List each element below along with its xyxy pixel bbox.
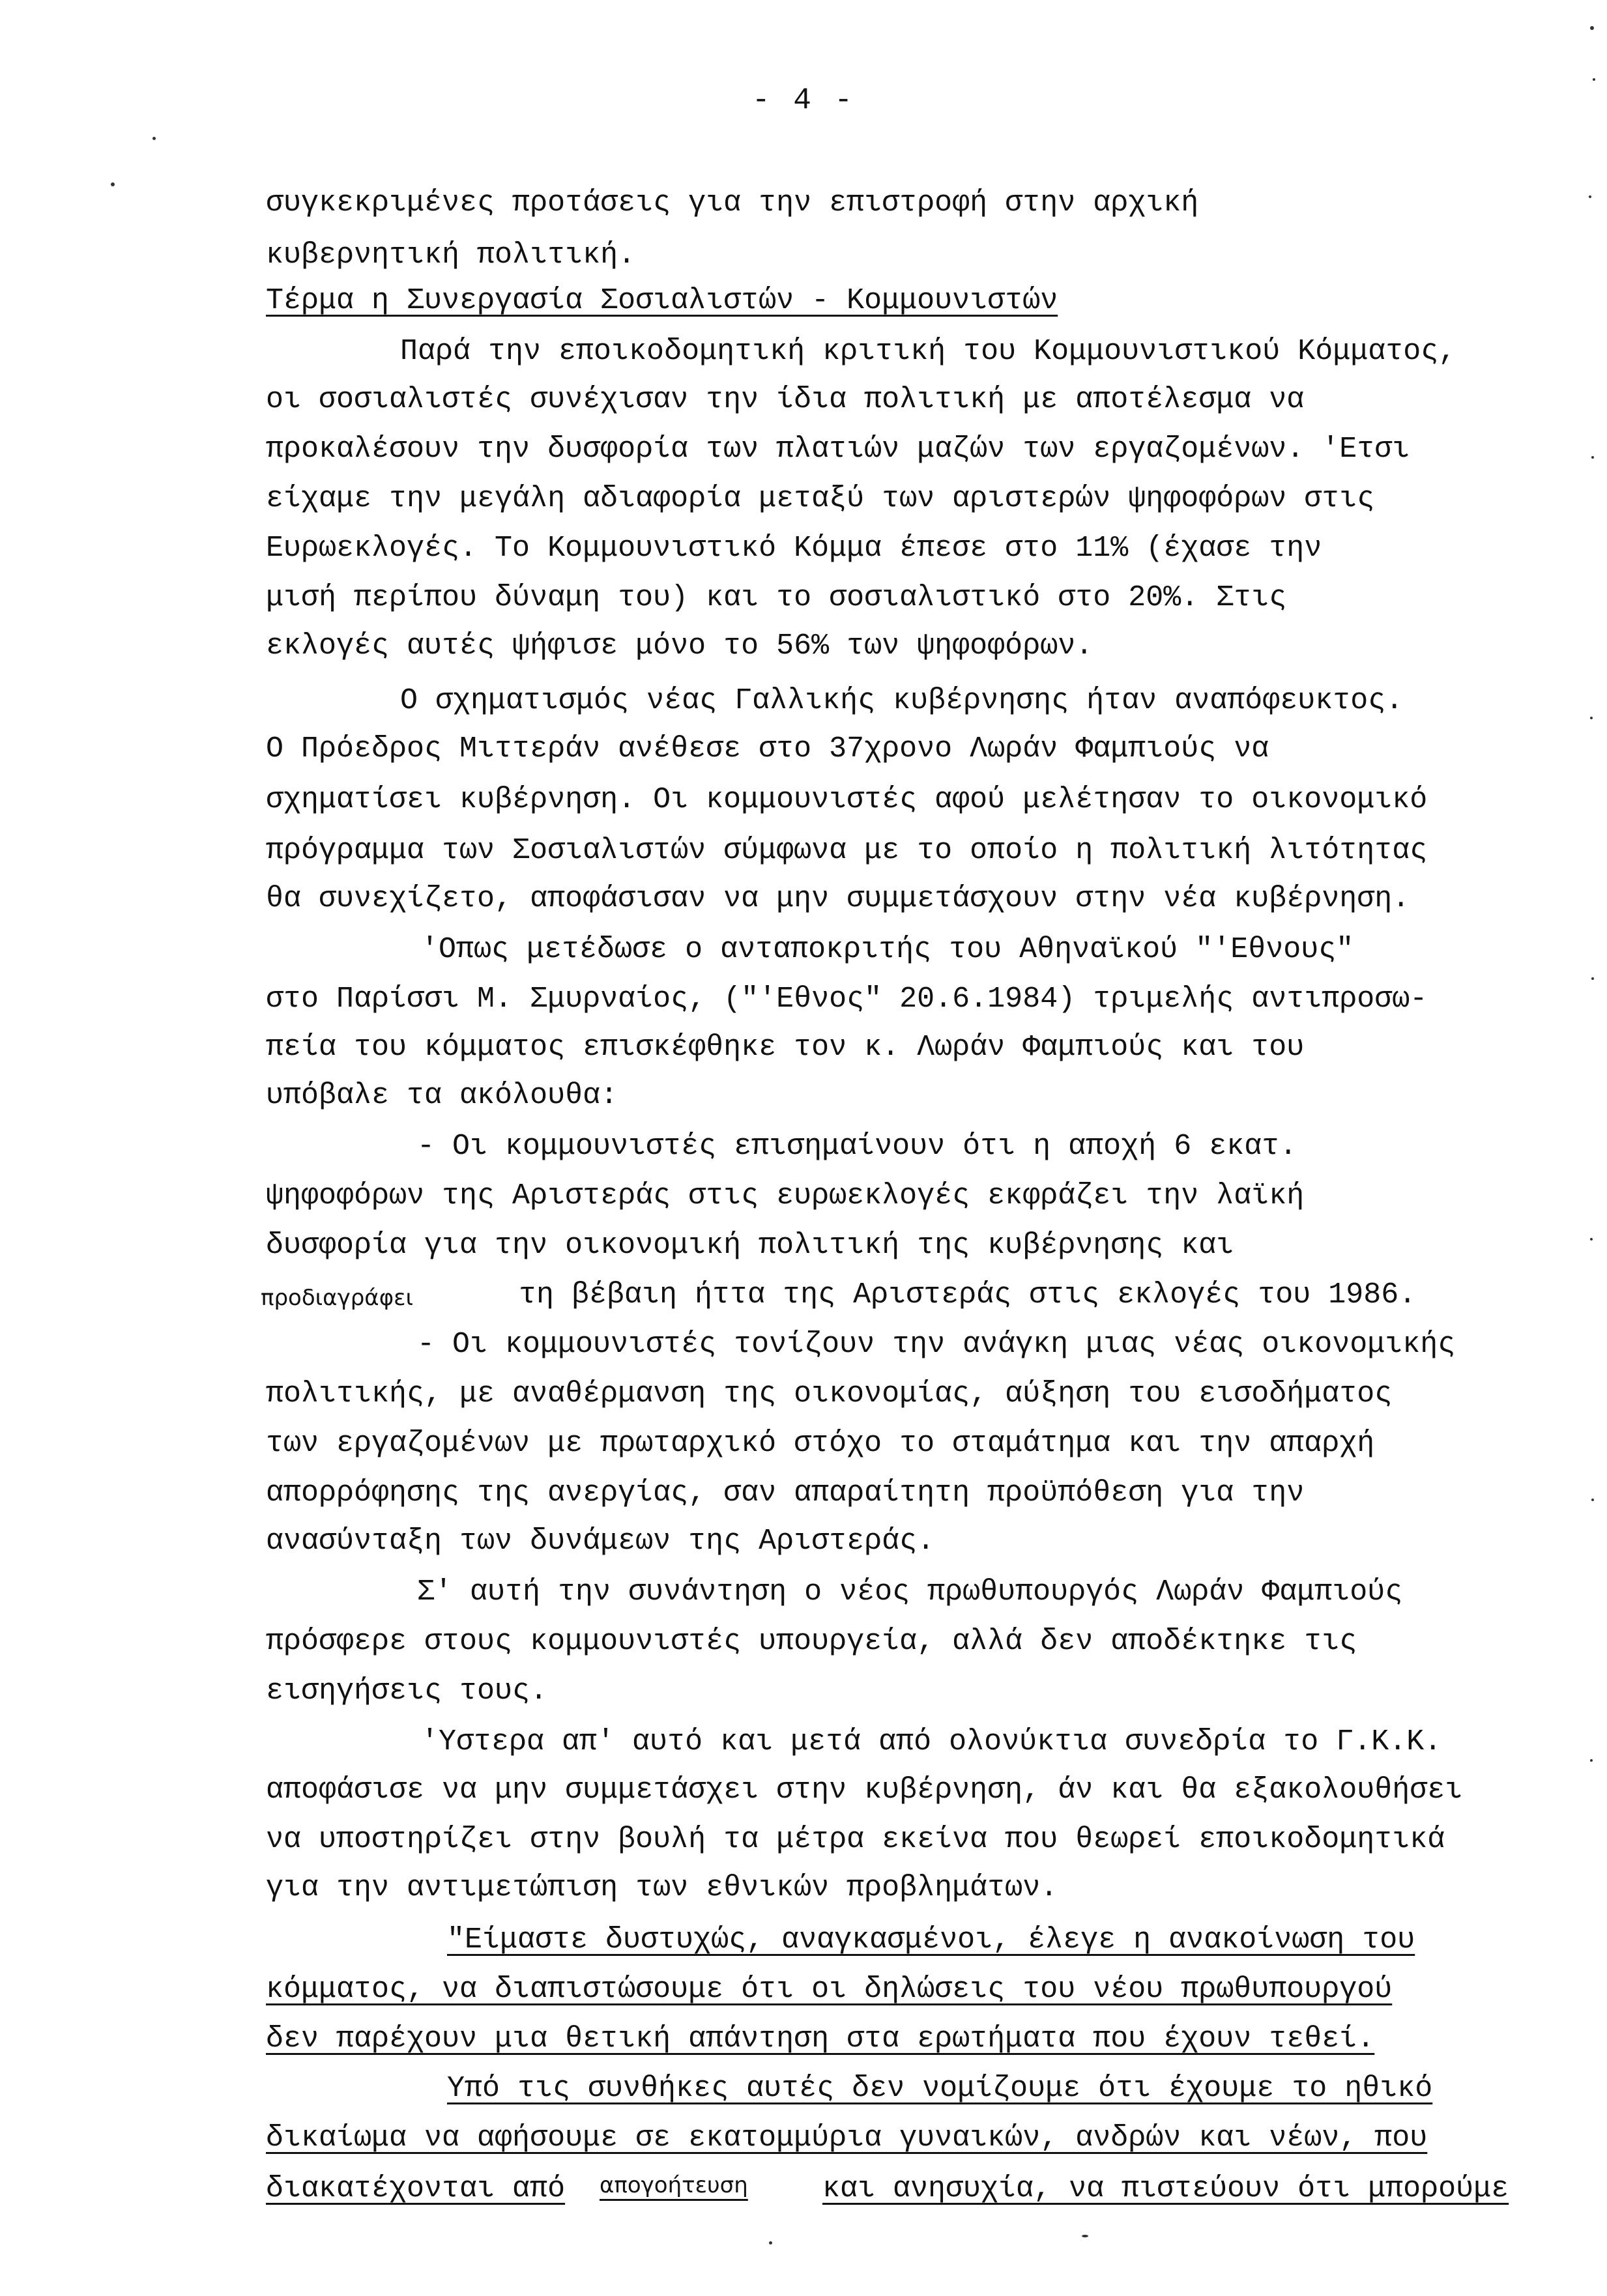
scan-speck: [111, 182, 115, 186]
scan-speck: [152, 137, 156, 140]
text-line: πρόσφερε στους κομμουνιστές υπουργεία, αλλά δεν αποδέκτηκε τις: [266, 1625, 1357, 1658]
text-line: μισή περίπου δύναμη του) και το σοσιαλιστικό στο 20%. Στις: [266, 581, 1287, 614]
quote-line: κόμματος, να διαπιστώσουμε ότι οι δηλώσεις του νέου πρωθυπουργού: [266, 1973, 1393, 2006]
quote-line: δεν παρέχουν μια θετική απάντηση στα ερωτήματα που έχουν τεθεί.: [266, 2022, 1375, 2056]
text-line: αποφάσισε να μην συμμετάσχει στην κυβέρνηση, άν και θα εξακολουθήσει: [266, 1773, 1463, 1807]
text-line: απορρόφησης της ανεργίας, σαν απαραίτητη προϋπόθεση για την: [266, 1476, 1305, 1510]
text-line: 'Οπως μετέδωσε ο ανταποκριτής του Αθηναϊκού "'Εθνους": [421, 933, 1354, 966]
text-line: Ο σχηματισμός νέας Γαλλικής κυβέρνησης ήταν αναπόφευκτος.: [400, 684, 1404, 717]
handwritten-insertion: απογοήτευση: [600, 2172, 748, 2198]
text-line: Ευρωεκλογές. Το Κομμουνιστικό Κόμμα έπεσε στο 11% (έχασε την: [266, 532, 1322, 565]
text-line: των εργαζομένων με πρωταρχικό στόχο το σταμάτημα και την απαρχή: [266, 1427, 1375, 1460]
text-line: συγκεκριμένες προτάσεις για την επιστροφή στην αρχική: [266, 186, 1199, 220]
text-line: Σ' αυτή την συνάντηση ο νέος πρωθυπουργός Λωράν Φαμπιούς: [417, 1575, 1403, 1609]
text-line: πολιτικής, με αναθέρμανση της οικονομίας, αύξηση του εισοδήματος: [266, 1377, 1393, 1411]
text-line: 'Υστερα απ' αυτό και μετά από ολονύκτια συνεδρία το Γ.Κ.Κ.: [421, 1725, 1442, 1758]
text-line: πεία του κόμματος επισκέφθηκε τον κ. Λωράν Φαμπιούς και του: [266, 1031, 1305, 1064]
text-line: ψηφοφόρων της Αριστεράς στις ευρωεκλογές εκφράζει την λαϊκή: [266, 1179, 1305, 1213]
quote-line: "Είμαστε δυστυχώς, αναγκασμένοι, έλεγε η ανακοίνωση του: [447, 1923, 1415, 1957]
scan-edge-noise: [1581, 0, 1607, 2296]
text-line: είχαμε την μεγάλη αδιαφορία μεταξύ των αριστερών ψηφοφόρων στις: [266, 482, 1375, 515]
text-line: κυβερνητική πολιτική.: [266, 238, 636, 272]
text-line: σχηματίσει κυβέρνηση. Οι κομμουνιστές αφού μελέτησαν το οικονομικό: [266, 783, 1428, 816]
text-line: Παρά την εποικοδομητική κριτική του Κομμουνιστικού Κόμματος,: [400, 335, 1456, 368]
text-line: οι σοσιαλιστές συνέχισαν την ίδια πολιτική με αποτέλεσμα να: [266, 383, 1305, 416]
text-line: ανασύνταξη των δυνάμεων της Αριστεράς.: [266, 1525, 935, 1558]
quote-line: δικαίωμα να αφήσουμε σε εκατομμύρια γυναικών, ανδρών και νέων, που: [266, 2121, 1428, 2155]
quote-line: και ανησυχία, να πιστεύουν ότι μπορούμε: [822, 2172, 1509, 2205]
text-line: υπόβαλε τα ακόλουθα:: [266, 1079, 618, 1112]
bullet-line: - Οι κομμουνιστές τονίζουν την ανάγκη μιας νέας οικονομικής: [417, 1328, 1456, 1361]
text-line: στο Παρίσσι Μ. Σμυρναίος, ("'Εθνος" 20.6.1984) τριμελής αντιπροσω-: [266, 983, 1428, 1016]
text-line: τη βέβαιη ήττα της Αριστεράς στις εκλογές του 1986.: [519, 1278, 1417, 1312]
quote-line: διακατέχονται από: [266, 2172, 566, 2205]
text-line: εκλογές αυτές ψήφισε μόνο το 56% των ψηφοφόρων.: [266, 629, 1093, 663]
page-number: - 4 -: [751, 83, 856, 117]
handwritten-insertion: προδιαγράφει: [261, 1285, 413, 1311]
text-line: εισηγήσεις τους.: [266, 1674, 548, 1708]
section-heading: Τέρμα η Συνεργασία Σοσιαλιστών - Κομμουνιστών: [266, 284, 1058, 317]
scan-speck: [769, 2241, 772, 2245]
scan-speck: [1082, 2235, 1088, 2237]
text-line: προκαλέσουν την δυσφορία των πλατιών μαζών των εργαζομένων. 'Ετσι: [266, 433, 1410, 466]
text-line: Ο Πρόεδρος Μιττεράν ανέθεσε στο 37χρονο Λωράν Φαμπιούς να: [266, 732, 1269, 766]
bullet-line: - Οι κομμουνιστές επισημαίνουν ότι η αποχή 6 εκατ.: [417, 1130, 1297, 1163]
text-line: δυσφορία για την οικονομική πολιτική της κυβέρνησης και: [266, 1229, 1234, 1262]
text-line: για την αντιμετώπιση των εθνικών προβλημάτων.: [266, 1871, 1058, 1904]
text-line: θα συνεχίζετο, αποφάσισαν να μην συμμετάσχουν στην νέα κυβέρνηση.: [266, 882, 1410, 915]
text-line: να υποστηρίζει στην βουλή τα μέτρα εκείνα που θεωρεί εποικοδομητικά: [266, 1823, 1445, 1856]
text-line: πρόγραμμα των Σοσιαλιστών σύμφωνα με το οποίο η πολιτική λιτότητας: [266, 834, 1428, 867]
quote-line: Υπό τις συνθήκες αυτές δεν νομίζουμε ότι έχουμε το ηθικό: [447, 2072, 1433, 2105]
